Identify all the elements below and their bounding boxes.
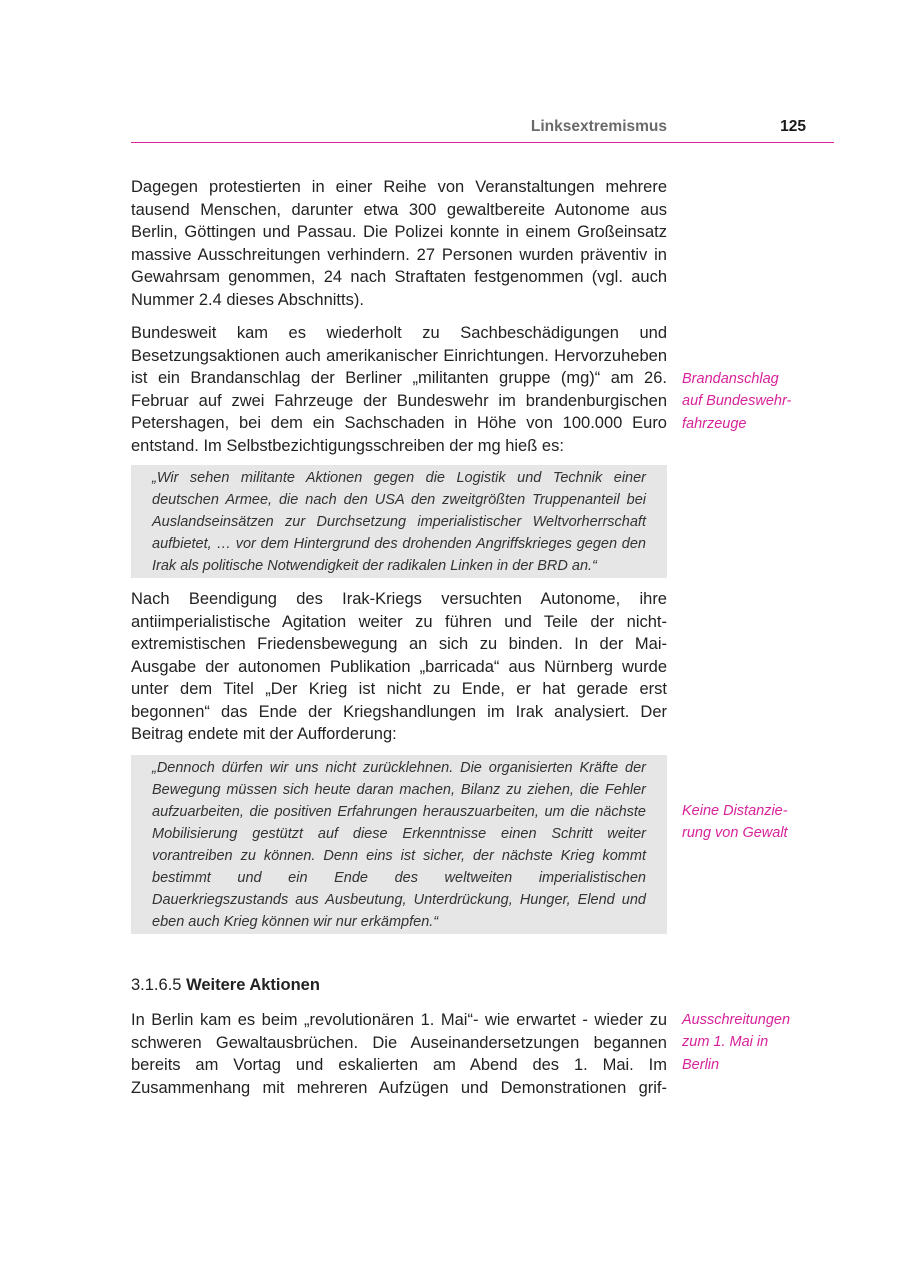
paragraph-1 [131,176,667,311]
margin-note-line: rung von Gewalt [682,825,788,842]
paragraph-text: Nach Beendigung des Irak-Kriegs versuchten Autonome, ihre antiimperialistische Agitation weiter zu führen und Teile der nicht-extremistischen Friedensbewegung an sich zu binden. In der Mai-Ausgabe der autonomen Publikation „barricada“ aus Nürnberg wurde unter dem Titel „Der Krieg ist nicht zu Ende, er hat gerade erst begonnen“ das Ende der Kriegshandlungen im Irak analysiert. Der Beitrag endete mit der Aufforderung: [131,590,667,743]
quote-text: „Dennoch dürfen wir uns nicht zurücklehnen. Die organisierten Kräfte der Bewegung müssen sich heute daran machen, Bilanz zu ziehen, die Fehler aufzuarbeiten, die positiven Erfahrungen herauszuarbeiten, um die nächste Mobilisierung gestützt auf diese Erkenntnisse einen Schritt weiter vorantreiben zu können. Denn eins ist sicher, der nächste Krieg kommt bestimmt und ein Ende des weltweiten imperialistischen Dauerkriegszustands aus Ausbeutung, Unterdrückung, Hunger, Elend und eben auch Krieg können wir nur erkämpfen.“ [152,760,646,930]
page-number: 125 [780,118,806,135]
quote-block-1 [131,465,667,578]
margin-note-line: Brandanschlag [682,371,779,387]
paragraph-2 [131,322,667,457]
margin-note-brandanschlag [682,368,822,435]
paragraph-text: Bundesweit kam es wiederholt zu Sachbeschädigungen und Besetzungsaktionen auch amerikanischer Einrichtungen. Hervorzuheben ist ein Brandanschlag der Berliner „militanten gruppe (mg)“ am 26. Februar auf zwei Fahrzeuge der Bundeswehr im brandenburgischen Petershagen, bei dem ein Sachschaden in Höhe von 100.000 Euro entstand. Im Selbstbezichtigungsschreiben der mg hieß es: [131,324,667,455]
margin-note-line: zum 1. Mai in [682,1034,769,1051]
margin-note-line: fahrzeuge [682,415,747,432]
section-heading [131,974,320,996]
paragraph-text: In Berlin kam es beim „revolutionären 1. Mai“- wie erwartet - wieder zu schweren Gewaltausbrüchen. Die Auseinandersetzungen begannen bereits am Vortag und eskalierten am Abend des 1. Mai. Im Zusammenhang mit mehreren Aufzügen und Demonstrationen grif- [131,1011,667,1097]
margin-note-line: Berlin [682,1056,720,1073]
section-title: Weitere Aktionen [186,976,320,994]
paragraph-4 [131,1009,667,1099]
margin-note-gewalt [682,800,822,845]
margin-note-line: Ausschreitungen [682,1012,791,1028]
quote-block-2 [131,755,667,934]
paragraph-3 [131,588,667,746]
chapter-title: Linksextremismus [530,118,667,135]
margin-note-ausschreitungen [682,1009,822,1076]
margin-note-line: auf Bundeswehr- [682,393,792,410]
margin-note-line: Keine Distanzie- [682,803,788,819]
paragraph-text: Dagegen protestierten in einer Reihe von Veranstaltungen mehrere tausend Menschen, darunter etwa 300 gewaltbereite Autonome aus Berlin, Göttingen und Passau. Die Polizei konnte in einem Großeinsatz massive Ausschreitungen verhindern. 27 Personen wurden präventiv in Gewahrsam genommen, 24 nach Straftaten festgenommen (vgl. auch Nummer 2.4 dieses Abschnitts). [131,178,667,309]
section-number: 3.1.6.5 [131,976,182,994]
running-header [131,116,834,143]
quote-text: „Wir sehen militante Aktionen gegen die Logistik und Technik einer deutschen Armee, die nach den USA den zweitgrößten Truppenanteil bei Auslandseinsätzen zur Durchsetzung imperialistischer Weltvorherrschaft aufbietet, … vor dem Hintergrund des drohenden Angriffskrieges gegen den Irak als politische Notwendigkeit der radikalen Linken in der BRD an.“ [152,470,646,574]
